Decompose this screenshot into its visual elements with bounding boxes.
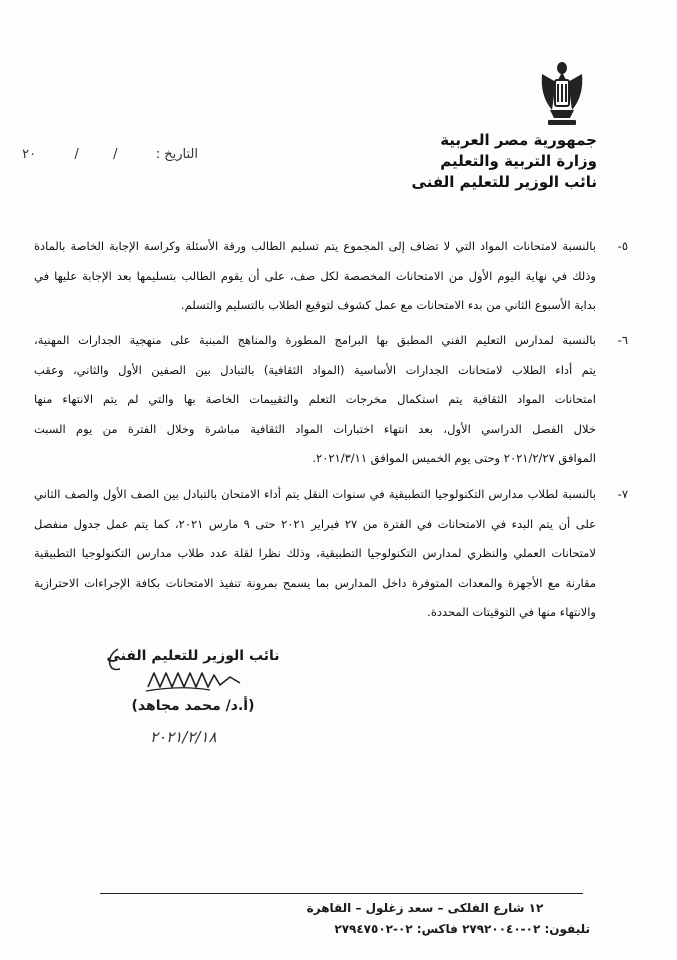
org-line-ministry: وزارة التربية والتعليم <box>440 152 597 170</box>
clause-line: بداية الأسبوع الثاني من بدء الامتحانات مع عمل كشوف لتوقيع الطلاب بالتسليم والتسلم. <box>180 298 596 313</box>
signatory-title: نائب الوزير للتعليم الفنى <box>106 648 280 664</box>
clause-line: الموافق ٢٠٢١/٢/٢٧ وحتى يوم الخميس الموافق ٢٠٢١/٣/١١. <box>312 451 596 466</box>
date-field <box>22 147 198 167</box>
clause-line: لامتحانات العملي والنظري لمدارس التكنولوجيا التطبيقية، وذلك نظرا لقلة عدد طلاب مدارس التكنولوجيا التطبيقية <box>34 546 596 561</box>
handwritten-date-text: ٢٠٢١/٢/١٨ <box>150 728 217 746</box>
footer-divider <box>100 893 583 894</box>
footer-phones: تليفون: ٠٢-٢٧٩٢٠٠٤٠ فاكس: ٠٢-٢٧٩٤٧٥٠٢ <box>334 922 590 936</box>
clause-number: ٧- <box>617 487 628 501</box>
clause-line: امتحانات المواد الثقافية يتم استكمال مخرجات التعلم والتقييمات الخاصة بها والتي لم يتم الانتهاء منها <box>34 392 596 407</box>
handwritten-signature <box>140 665 260 695</box>
signature-flourish <box>96 645 126 675</box>
clause-line: خلال الفصل الدراسي الأول، بعد انتهاء اختبارات المواد الثقافية مباشرة وخلال الفترة من يوم السبت <box>34 421 596 436</box>
clause-line: على أن يتم البدء في الامتحانات في الفترة من ٢٧ فبراير ٢٠٢١ حتى ٩ مارس ٢٠٢١، كما يتم عمل جدول منفصل <box>34 516 596 531</box>
handwritten-date <box>150 728 217 746</box>
clause-7 <box>34 480 628 628</box>
signatory-name: (أ.د/ محمد مجاهد) <box>131 698 255 714</box>
clause-line: وذلك في نهاية اليوم الأول من الامتحانات المخصصة لكل صف، على أن يقوم الطالب بتسليمها بعد الإجابة عليها في <box>34 268 596 283</box>
egypt-eagle-emblem-icon <box>536 58 588 128</box>
clause-5 <box>34 232 628 321</box>
org-line-country: جمهورية مصر العربية <box>440 131 597 149</box>
date-separator: / <box>74 147 79 162</box>
footer-contact <box>230 898 590 940</box>
clause-line: بالنسبة لامتحانات المواد التي لا تضاف إلى المجموع يتم تسليم الطالب ورقة الأسئلة وكراسة الإجابة الخاصة بالمادة <box>34 239 596 253</box>
date-label: التاريخ : <box>155 147 198 162</box>
footer-address: ١٢ شارع الفلكى – سعد زغلول – القاهرة <box>306 901 544 915</box>
clause-line: والانتهاء منها في التوقيتات المحددة. <box>427 605 596 620</box>
clause-6 <box>34 326 628 474</box>
org-line-office: نائب الوزير للتعليم الفنى <box>411 173 597 191</box>
clause-line: يتم أداء الطلاب لامتحانات الجدارات الأساسية (المواد الثقافية) بالتبادل بين الصفين الأول والثاني، وعقب <box>34 362 596 377</box>
date-separator: / <box>113 147 118 162</box>
clause-line: بالنسبة لمدارس التعليم الفني المطبق بها البرامج المطورة والمناهج المبنية على منهجية الجدارات المهنية، <box>34 333 596 347</box>
clause-number: ٥- <box>617 239 628 253</box>
date-year: ٢٠ <box>22 147 37 162</box>
clause-line: مقارنة مع الأجهزة والمعدات المتوفرة داخل المدارس بما يسمح بمرونة تنفيذ الامتحانات بكافة الإجراءات الاحترازية <box>34 575 596 590</box>
clause-line: بالنسبة لطلاب مدارس التكنولوجيا التطبيقية في سنوات النقل يتم أداء الامتحان بالتبادل بين الصف الأول والصف الثاني <box>34 487 596 501</box>
issuing-organization <box>412 130 597 193</box>
clause-number: ٦- <box>617 333 628 347</box>
